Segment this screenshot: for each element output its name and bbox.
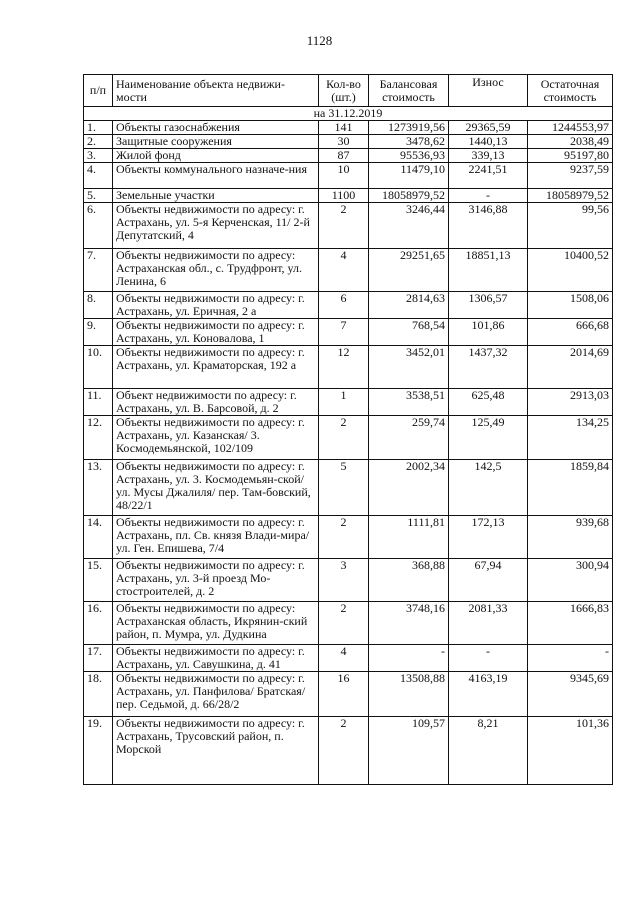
row-residual: 300,94 bbox=[528, 559, 613, 602]
table-row bbox=[84, 149, 613, 163]
row-wear: 18851,13 bbox=[449, 249, 528, 292]
row-residual: 10400,52 bbox=[528, 249, 613, 292]
row-balance: 13508,88 bbox=[369, 672, 449, 717]
row-name: Объекты недвижимости по адресу: г. Астрахань, ул. Еричная, 2 а bbox=[113, 292, 319, 319]
row-qty: 7 bbox=[319, 319, 369, 346]
table-header-row bbox=[84, 75, 613, 107]
row-num: 3. bbox=[84, 149, 113, 163]
row-wear: - bbox=[449, 189, 528, 203]
row-qty: 10 bbox=[319, 163, 369, 189]
table-row bbox=[84, 249, 613, 292]
row-name: Объекты газоснабжения bbox=[113, 121, 319, 135]
table-row bbox=[84, 203, 613, 249]
row-qty: 141 bbox=[319, 121, 369, 135]
row-residual: 18058979,52 bbox=[528, 189, 613, 203]
table-row bbox=[84, 645, 613, 672]
row-name: Объекты недвижимости по адресу: г. Астрахань, ул. Коновалова, 1 bbox=[113, 319, 319, 346]
row-num: 6. bbox=[84, 203, 113, 249]
row-residual: 1666,83 bbox=[528, 602, 613, 645]
row-wear: 2241,51 bbox=[449, 163, 528, 189]
row-name: Жилой фонд bbox=[113, 149, 319, 163]
row-qty: 87 bbox=[319, 149, 369, 163]
row-residual: - bbox=[528, 645, 613, 672]
row-residual: 2014,69 bbox=[528, 346, 613, 389]
row-qty: 5 bbox=[319, 460, 369, 516]
row-balance: - bbox=[369, 645, 449, 672]
row-name: Объекты недвижимости по адресу: Астраханская обл., с. Трудфронт, ул. Ленина, 6 bbox=[113, 249, 319, 292]
row-residual: 1244553,97 bbox=[528, 121, 613, 135]
row-balance: 18058979,52 bbox=[369, 189, 449, 203]
table-row bbox=[84, 121, 613, 135]
row-qty: 2 bbox=[319, 516, 369, 559]
date-label: на 31.12.2019 bbox=[84, 107, 613, 121]
table-row bbox=[84, 460, 613, 516]
row-wear: 339,13 bbox=[449, 149, 528, 163]
property-table bbox=[83, 74, 613, 785]
row-name: Объект недвижимости по адресу: г. Астрахань, ул. В. Барсовой, д. 2 bbox=[113, 389, 319, 416]
row-balance: 11479,10 bbox=[369, 163, 449, 189]
row-balance: 368,88 bbox=[369, 559, 449, 602]
row-num: 4. bbox=[84, 163, 113, 189]
table-row bbox=[84, 346, 613, 389]
row-residual: 666,68 bbox=[528, 319, 613, 346]
row-qty: 30 bbox=[319, 135, 369, 149]
row-num: 16. bbox=[84, 602, 113, 645]
row-wear: 101,86 bbox=[449, 319, 528, 346]
row-num: 10. bbox=[84, 346, 113, 389]
row-qty: 1 bbox=[319, 389, 369, 416]
row-num: 15. bbox=[84, 559, 113, 602]
row-balance: 29251,65 bbox=[369, 249, 449, 292]
row-qty: 3 bbox=[319, 559, 369, 602]
row-wear: - bbox=[449, 645, 528, 672]
page-number: 1128 bbox=[306, 33, 333, 48]
row-qty: 2 bbox=[319, 602, 369, 645]
row-num: 14. bbox=[84, 516, 113, 559]
row-balance: 3452,01 bbox=[369, 346, 449, 389]
table-row bbox=[84, 516, 613, 559]
row-residual: 1508,06 bbox=[528, 292, 613, 319]
table-row bbox=[84, 389, 613, 416]
row-num: 9. bbox=[84, 319, 113, 346]
row-balance: 3246,44 bbox=[369, 203, 449, 249]
row-residual: 95197,80 bbox=[528, 149, 613, 163]
row-num: 7. bbox=[84, 249, 113, 292]
row-balance: 3478,62 bbox=[369, 135, 449, 149]
row-wear: 2081,33 bbox=[449, 602, 528, 645]
row-qty: 16 bbox=[319, 672, 369, 717]
row-balance: 2814,63 bbox=[369, 292, 449, 319]
row-wear: 67,94 bbox=[449, 559, 528, 602]
row-residual: 9237,59 bbox=[528, 163, 613, 189]
row-balance: 3748,16 bbox=[369, 602, 449, 645]
row-qty: 1100 bbox=[319, 189, 369, 203]
header-qty: Кол-во (шт.) bbox=[319, 75, 369, 107]
row-wear: 3146,88 bbox=[449, 203, 528, 249]
row-num: 13. bbox=[84, 460, 113, 516]
header-residual: Остаточная стоимость bbox=[528, 75, 613, 107]
table-row bbox=[84, 135, 613, 149]
row-residual: 101,36 bbox=[528, 717, 613, 785]
row-residual: 2913,03 bbox=[528, 389, 613, 416]
row-balance: 1111,81 bbox=[369, 516, 449, 559]
row-residual: 1859,84 bbox=[528, 460, 613, 516]
row-qty: 2 bbox=[319, 416, 369, 460]
table-row bbox=[84, 672, 613, 717]
row-name: Объекты недвижимости по адресу: Астраханская область, Икрянин-ский район, п. Мумра, ул. Дудкина bbox=[113, 602, 319, 645]
table-row bbox=[84, 416, 613, 460]
row-balance: 768,54 bbox=[369, 319, 449, 346]
row-name: Защитные сооружения bbox=[113, 135, 319, 149]
row-wear: 1437,32 bbox=[449, 346, 528, 389]
row-wear: 8,21 bbox=[449, 717, 528, 785]
row-wear: 29365,59 bbox=[449, 121, 528, 135]
table-row bbox=[84, 163, 613, 189]
table-row bbox=[84, 602, 613, 645]
table-row bbox=[84, 559, 613, 602]
row-balance: 95536,93 bbox=[369, 149, 449, 163]
row-balance: 259,74 bbox=[369, 416, 449, 460]
table-row bbox=[84, 292, 613, 319]
row-name: Объекты коммунального назначе-ния bbox=[113, 163, 319, 189]
row-qty: 12 bbox=[319, 346, 369, 389]
header-balance: Балансовая стоимость bbox=[369, 75, 449, 107]
row-residual: 134,25 bbox=[528, 416, 613, 460]
row-name: Объекты недвижимости по адресу: г. Астрахань, ул. 5-я Керченская, 11/ 2-й Депутатский, 4 bbox=[113, 203, 319, 249]
header-num: п/п bbox=[84, 75, 113, 107]
table-row bbox=[84, 189, 613, 203]
row-num: 12. bbox=[84, 416, 113, 460]
row-qty: 6 bbox=[319, 292, 369, 319]
header-name: Наименование объекта недвижи-мости bbox=[113, 75, 319, 107]
row-wear: 1306,57 bbox=[449, 292, 528, 319]
row-wear: 4163,19 bbox=[449, 672, 528, 717]
row-balance: 2002,34 bbox=[369, 460, 449, 516]
row-balance: 109,57 bbox=[369, 717, 449, 785]
row-num: 17. bbox=[84, 645, 113, 672]
row-name: Объекты недвижимости по адресу: г. Астрахань, ул. Савушкина, д. 41 bbox=[113, 645, 319, 672]
row-residual: 9345,69 bbox=[528, 672, 613, 717]
row-residual: 939,68 bbox=[528, 516, 613, 559]
row-name: Объекты недвижимости по адресу: г. Астрахань, ул. Казанская/ 3. Космодемьянской, 102/109 bbox=[113, 416, 319, 460]
row-balance: 3538,51 bbox=[369, 389, 449, 416]
row-balance: 1273919,56 bbox=[369, 121, 449, 135]
row-name: Объекты недвижимости по адресу: г. Астрахань, ул. 3. Космодемьян-ской/ул. Мусы Джалиля/ пер. Там-бовский, 48/22/1 bbox=[113, 460, 319, 516]
row-name: Объекты недвижимости по адресу: г. Астрахань, пл. Св. князя Влади-мира/ ул. Ген. Епишева, 7/4 bbox=[113, 516, 319, 559]
row-num: 19. bbox=[84, 717, 113, 785]
row-num: 18. bbox=[84, 672, 113, 717]
row-name: Земельные участки bbox=[113, 189, 319, 203]
row-num: 1. bbox=[84, 121, 113, 135]
row-name: Объекты недвижимости по адресу: г. Астрахань, Трусовский район, п. Морской bbox=[113, 717, 319, 785]
row-num: 2. bbox=[84, 135, 113, 149]
row-qty: 4 bbox=[319, 645, 369, 672]
date-row bbox=[84, 107, 613, 121]
row-qty: 4 bbox=[319, 249, 369, 292]
row-residual: 2038,49 bbox=[528, 135, 613, 149]
row-num: 5. bbox=[84, 189, 113, 203]
row-name: Объекты недвижимости по адресу: г. Астрахань, ул. 3-й проезд Мо-стостроителей, д. 2 bbox=[113, 559, 319, 602]
row-num: 11. bbox=[84, 389, 113, 416]
table-row bbox=[84, 717, 613, 785]
header-wear: Износ bbox=[449, 75, 528, 107]
row-qty: 2 bbox=[319, 203, 369, 249]
row-name: Объекты недвижимости по адресу: г. Астрахань, ул. Панфилова/ Братская/пер. Седьмой, д. 66/28/2 bbox=[113, 672, 319, 717]
table-row bbox=[84, 319, 613, 346]
row-wear: 142,5 bbox=[449, 460, 528, 516]
row-residual: 99,56 bbox=[528, 203, 613, 249]
row-wear: 625,48 bbox=[449, 389, 528, 416]
row-wear: 125,49 bbox=[449, 416, 528, 460]
row-wear: 1440,13 bbox=[449, 135, 528, 149]
row-num: 8. bbox=[84, 292, 113, 319]
row-qty: 2 bbox=[319, 717, 369, 785]
row-wear: 172,13 bbox=[449, 516, 528, 559]
row-name: Объекты недвижимости по адресу: г. Астрахань, ул. Краматорская, 192 а bbox=[113, 346, 319, 389]
